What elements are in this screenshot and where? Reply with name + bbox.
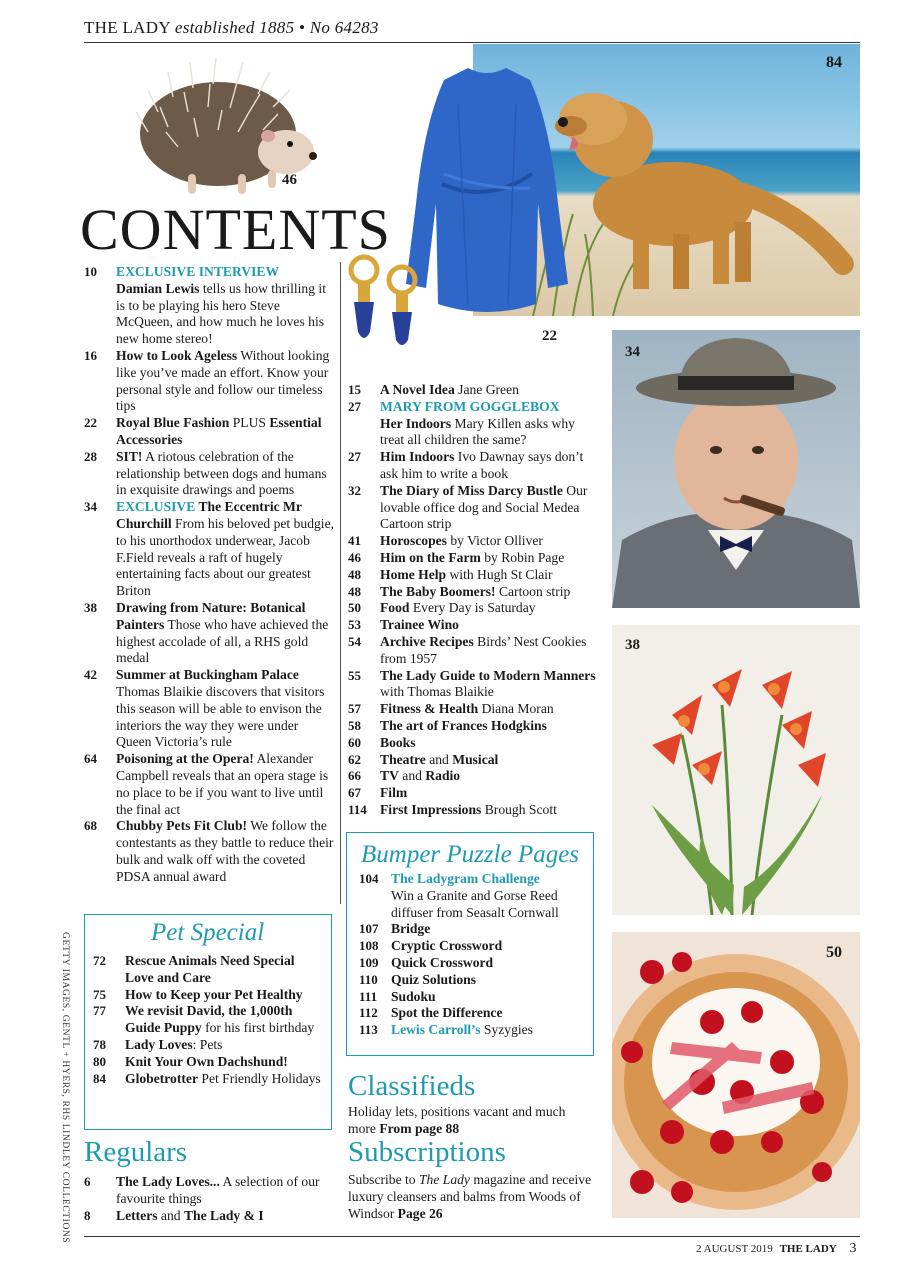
- toc-entry[interactable]: [348, 668, 600, 702]
- toc-description: A selection of our favourite things: [116, 1174, 320, 1206]
- toc-title: Royal Blue Fashion: [116, 415, 230, 431]
- toc-title: Lady Loves: [125, 1036, 193, 1052]
- toc-title: The Baby Boomers!: [380, 583, 496, 599]
- toc-title: The Ladygram Challenge: [391, 871, 540, 886]
- toc-page-number: 55: [348, 667, 361, 683]
- page-ref-churchill: 34: [625, 344, 640, 360]
- toc-title: Globetrotter: [125, 1070, 198, 1086]
- toc-description: and: [157, 1207, 184, 1223]
- toc-description: Our lovable office dog and Social Medea Cartoon strip: [380, 482, 588, 532]
- toc-page-number: 104: [359, 871, 379, 886]
- toc-title: Letters: [116, 1207, 158, 1223]
- toc-description: From his beloved pet budgie, to his unorthodox underwear, Jacob F.Field reveals a raft of hugely entertaining facts about our greatest Briton: [116, 515, 335, 599]
- toc-description: Without looking like you’ve made an effort. Know your personal style and follow our timeless tips: [116, 347, 330, 414]
- orchid-illustration: [612, 625, 860, 915]
- toc-description: Thomas Blaikie discovers that visitors this season will be able to envison the interiors the way they were under Queen Victoria’s rule: [116, 683, 325, 750]
- toc-entry[interactable]: [359, 938, 587, 955]
- toc-page-number: 66: [348, 768, 361, 784]
- toc-title: TV: [380, 768, 399, 784]
- subscriptions-heading: Subscriptions: [348, 1136, 506, 1168]
- toc-description: and: [425, 751, 453, 767]
- toc-entry[interactable]: [84, 449, 334, 499]
- footer-brand: THE LADY: [779, 1243, 837, 1255]
- toc-page-number: 10: [84, 264, 97, 279]
- toc-entry[interactable]: [348, 382, 600, 399]
- toc-entry[interactable]: [93, 1003, 325, 1037]
- toc-entry[interactable]: [84, 415, 334, 449]
- toc-tag: EXCLUSIVE: [116, 499, 196, 515]
- toc-page-number: 27: [348, 398, 361, 414]
- toc-entry[interactable]: [84, 667, 334, 751]
- classifieds-heading: Classifieds: [348, 1070, 476, 1102]
- page-ref-hedgehog: 46: [282, 172, 297, 188]
- toc-title: Trainee Wino: [380, 617, 459, 633]
- toc-title: Books: [380, 734, 416, 750]
- blue-dress-image: [398, 64, 576, 336]
- toc-title: Damian Lewis: [116, 280, 200, 296]
- toc-title: Film: [380, 785, 408, 801]
- toc-entry[interactable]: [359, 1005, 587, 1022]
- toc-page-number: 54: [348, 633, 361, 649]
- toc-title: Him on the Farm: [380, 549, 481, 565]
- toc-page-number: 22: [84, 415, 97, 431]
- classifieds-page-ref: From page 88: [379, 1120, 460, 1136]
- toc-title: Summer at Buckingham Palace: [116, 667, 299, 683]
- toc-entry[interactable]: [348, 752, 600, 769]
- page-ref-orchid: 38: [625, 637, 640, 653]
- toc-title: How to Keep your Pet Healthy: [125, 986, 303, 1002]
- toc-description: Pet Friendly Holidays: [197, 1070, 321, 1086]
- toc-title: The Lady Guide to Modern Manners: [380, 667, 596, 683]
- toc-entry[interactable]: [93, 1054, 325, 1071]
- toc-page-number: 112: [359, 1005, 378, 1021]
- page-ref-dress: 22: [542, 328, 557, 344]
- toc-title: We revisit David, the 1,000th Guide Puppy: [125, 1003, 293, 1036]
- toc-page-number: 113: [359, 1022, 378, 1038]
- toc-page-number: 84: [93, 1070, 106, 1086]
- toc-page-number: 62: [348, 751, 361, 767]
- toc-page-number: 46: [348, 549, 361, 565]
- toc-title: How to Look Ageless: [116, 347, 238, 363]
- subscriptions-magazine-name: The Lady: [418, 1172, 470, 1187]
- toc-page-number: 60: [348, 734, 361, 750]
- toc-entry[interactable]: [359, 871, 587, 921]
- toc-page-number: 8: [84, 1207, 91, 1223]
- toc-page-number: 27: [348, 449, 361, 465]
- toc-title: Drawing from Nature: Botanical Painters: [116, 599, 306, 632]
- header-rule: [84, 42, 860, 43]
- toc-description: Ivo Dawnay says don’t ask him to write a book: [380, 449, 584, 481]
- toc-entry[interactable]: [84, 264, 334, 348]
- toc-page-number: 6: [84, 1174, 91, 1189]
- toc-title: Lewis Carroll’s: [391, 1022, 481, 1038]
- pancake-photo: [612, 932, 860, 1218]
- toc-page-number: 64: [84, 751, 97, 767]
- toc-title: Fitness & Health: [380, 701, 479, 717]
- toc-title: Food: [380, 600, 410, 616]
- toc-title: Her Indoors: [380, 415, 452, 431]
- toc-entry[interactable]: [348, 533, 600, 550]
- toc-title: Quick Crossword: [391, 954, 494, 970]
- toc-page-number: 108: [359, 938, 379, 954]
- toc-entry[interactable]: [84, 600, 334, 667]
- toc-title: Knit Your Own Dachshund!: [125, 1053, 288, 1069]
- toc-entry[interactable]: [348, 449, 600, 483]
- toc-page-number: 34: [84, 499, 97, 515]
- toc-tag: MARY FROM GOGGLEBOX: [380, 398, 560, 414]
- toc-entry[interactable]: [84, 1208, 330, 1225]
- toc-page-number: 53: [348, 617, 361, 633]
- masthead-established: established 1885 • No 64283: [174, 18, 379, 37]
- toc-description: Alexander Campbell reveals that an opera stage is no place to be if you want to live until the final act: [116, 751, 329, 817]
- toc-entry[interactable]: [348, 483, 600, 533]
- toc-page-number: 114: [348, 801, 367, 817]
- toc-page-number: 38: [84, 599, 97, 615]
- toc-title: Archive Recipes: [380, 633, 474, 649]
- toc-page-number: 41: [348, 533, 361, 549]
- toc-entry[interactable]: [84, 818, 334, 885]
- toc-title: The Eccentric Mr Churchill: [116, 499, 302, 531]
- toc-title-secondary: Musical: [452, 751, 499, 767]
- toc-title: Spot the Difference: [391, 1005, 503, 1021]
- middle-contents-column: [348, 382, 600, 819]
- toc-description: Birds’ Nest Cookies from 1957: [380, 633, 587, 666]
- regulars-heading: Regulars: [84, 1136, 188, 1168]
- toc-title: Him Indoors: [380, 449, 455, 465]
- toc-description: Cartoon strip: [495, 583, 571, 599]
- subscriptions-text[interactable]: [348, 1172, 600, 1222]
- toc-entry[interactable]: [84, 1174, 330, 1208]
- left-contents-column: [84, 264, 334, 885]
- toc-page-number: 32: [348, 482, 361, 498]
- toc-title: Horoscopes: [380, 533, 447, 549]
- toc-entry[interactable]: [359, 972, 587, 989]
- toc-title: Theatre: [380, 751, 426, 767]
- toc-entry[interactable]: [348, 634, 600, 668]
- toc-description: by Victor Olliver: [446, 533, 543, 549]
- toc-entry[interactable]: [84, 751, 334, 818]
- masthead: [84, 18, 379, 38]
- toc-entry[interactable]: [348, 718, 600, 735]
- toc-title: First Impressions: [380, 801, 482, 817]
- toc-page-number: 67: [348, 785, 361, 801]
- column-divider: [340, 262, 341, 904]
- subscriptions-text-1: Subscribe to: [348, 1172, 419, 1187]
- toc-tag: EXCLUSIVE INTERVIEW: [116, 264, 280, 279]
- toc-description: Syzygies: [480, 1022, 533, 1038]
- toc-page-number: 16: [84, 347, 97, 363]
- toc-description: with Hugh St Clair: [446, 566, 553, 582]
- toc-description: tells us how thrilling it is to be playing his hero Steve McQueen, and how much he loves his new home stereo!: [116, 280, 326, 347]
- toc-description: PLUS: [229, 415, 270, 431]
- toc-description: Mary Killen asks why treat all children the same?: [380, 415, 575, 448]
- subscriptions-text-2: magazine and receive luxury cleansers and balms from Woods of Windsor: [348, 1172, 592, 1221]
- toc-page-number: 78: [93, 1036, 106, 1052]
- toc-entry[interactable]: [359, 1022, 587, 1039]
- toc-description: for his first birthday: [201, 1020, 315, 1036]
- toc-page-number: 58: [348, 717, 361, 733]
- toc-entry[interactable]: [348, 399, 600, 449]
- toc-title: Quiz Solutions: [391, 971, 476, 987]
- regulars-list: [84, 1174, 330, 1224]
- toc-entry[interactable]: [348, 802, 600, 819]
- toc-description: Jane Green: [454, 382, 519, 397]
- toc-entry[interactable]: [348, 735, 600, 752]
- page-title: CONTENTS: [80, 197, 391, 262]
- toc-entry[interactable]: [84, 499, 334, 600]
- toc-entry[interactable]: [348, 617, 600, 634]
- toc-entry[interactable]: [93, 1071, 325, 1088]
- toc-title-secondary: Radio: [425, 768, 461, 784]
- classifieds-text[interactable]: [348, 1104, 584, 1138]
- toc-entry[interactable]: [359, 989, 587, 1006]
- toc-page-number: 48: [348, 583, 361, 599]
- toc-title: Chubby Pets Fit Club!: [116, 818, 248, 834]
- toc-title: A Novel Idea: [380, 382, 455, 397]
- toc-page-number: 75: [93, 986, 106, 1002]
- classifieds-description: Holiday lets, positions vacant and much more: [348, 1104, 566, 1136]
- toc-entry[interactable]: [348, 567, 600, 584]
- toc-entry[interactable]: [348, 600, 600, 617]
- pet-special-heading: Pet Special: [151, 919, 265, 946]
- toc-description: by Robin Page: [480, 549, 565, 565]
- toc-description: We follow the contestants as they battle to reduce their bulk and walk off with the coveted PDSA annual award: [116, 818, 334, 884]
- toc-title: SIT!: [116, 448, 143, 464]
- toc-title: Bridge: [391, 921, 431, 937]
- toc-page-number: 48: [348, 566, 361, 582]
- toc-description: A riotous celebration of the relationship between dogs and humans in exquisite drawings and poems: [116, 448, 327, 498]
- footer: [696, 1241, 856, 1257]
- toc-page-number: 109: [359, 954, 379, 970]
- toc-title: Home Help: [380, 566, 447, 582]
- page-ref-dog: 84: [826, 54, 842, 71]
- churchill-photo: [612, 330, 860, 608]
- pet-special-box: [84, 914, 332, 1130]
- toc-description: Win a Granite and Gorse Reed diffuser from Seasalt Cornwall: [391, 887, 559, 920]
- toc-page-number: 28: [84, 448, 97, 464]
- toc-page-number: 107: [359, 921, 379, 937]
- toc-page-number: 68: [84, 818, 97, 834]
- toc-entry[interactable]: [93, 953, 325, 987]
- toc-page-number: 111: [359, 988, 378, 1004]
- toc-title: Cryptic Crossword: [391, 938, 503, 954]
- toc-description: with Thomas Blaikie: [380, 684, 494, 700]
- toc-page-number: 42: [84, 667, 97, 683]
- toc-entry[interactable]: [348, 701, 600, 718]
- photo-credit: GETTY IMAGES, GENTL + HYERS, RHS LINDLEY COLLECTIONS: [60, 932, 70, 1244]
- toc-page-number: 50: [348, 600, 361, 616]
- toc-title-secondary: Essential Accessories: [116, 415, 322, 447]
- toc-title: The Lady Loves...: [116, 1174, 220, 1189]
- toc-entry[interactable]: [348, 768, 600, 785]
- masthead-brand: THE LADY: [84, 18, 171, 37]
- toc-entry[interactable]: [93, 1037, 325, 1054]
- puzzle-pages-box: [346, 832, 594, 1056]
- toc-page-number: 72: [93, 953, 106, 968]
- puzzle-pages-heading: Bumper Puzzle Pages: [361, 841, 580, 868]
- toc-description: and: [398, 768, 426, 784]
- toc-description: Those who have achieved the highest accolade of all, a RHS gold medal: [116, 616, 329, 666]
- toc-title: Sudoku: [391, 988, 436, 1004]
- toc-page-number: 15: [348, 382, 361, 397]
- toc-title: Rescue Animals Need Special Love and Care: [125, 953, 295, 985]
- toc-entry[interactable]: [93, 987, 325, 1004]
- toc-description: Diana Moran: [478, 701, 554, 717]
- toc-entry[interactable]: [348, 550, 600, 567]
- toc-title: The Diary of Miss Darcy Bustle: [380, 482, 563, 498]
- toc-description: Brough Scott: [481, 801, 557, 817]
- toc-page-number: 77: [93, 1003, 106, 1019]
- toc-page-number: 80: [93, 1053, 106, 1069]
- toc-description: : Pets: [192, 1036, 223, 1052]
- footer-date: 2 AUGUST 2019: [696, 1243, 773, 1255]
- toc-entry[interactable]: [348, 785, 600, 802]
- footer-page-number: 3: [849, 1241, 857, 1256]
- toc-entry[interactable]: [84, 348, 334, 415]
- page-ref-pancake: 50: [826, 944, 842, 961]
- toc-page-number: 57: [348, 701, 361, 717]
- toc-page-number: 110: [359, 971, 378, 987]
- toc-title-secondary: The Lady & I: [183, 1207, 264, 1223]
- toc-description: Every Day is Saturday: [409, 600, 536, 616]
- toc-entry[interactable]: [359, 955, 587, 972]
- toc-entry[interactable]: [348, 584, 600, 601]
- toc-entry[interactable]: [359, 921, 587, 938]
- earrings-image: [344, 252, 424, 352]
- toc-title: Poisoning at the Opera!: [116, 751, 254, 767]
- subscriptions-page-ref: Page 26: [397, 1205, 443, 1221]
- toc-title: The art of Frances Hodgkins: [380, 717, 547, 733]
- footer-rule: [84, 1236, 860, 1237]
